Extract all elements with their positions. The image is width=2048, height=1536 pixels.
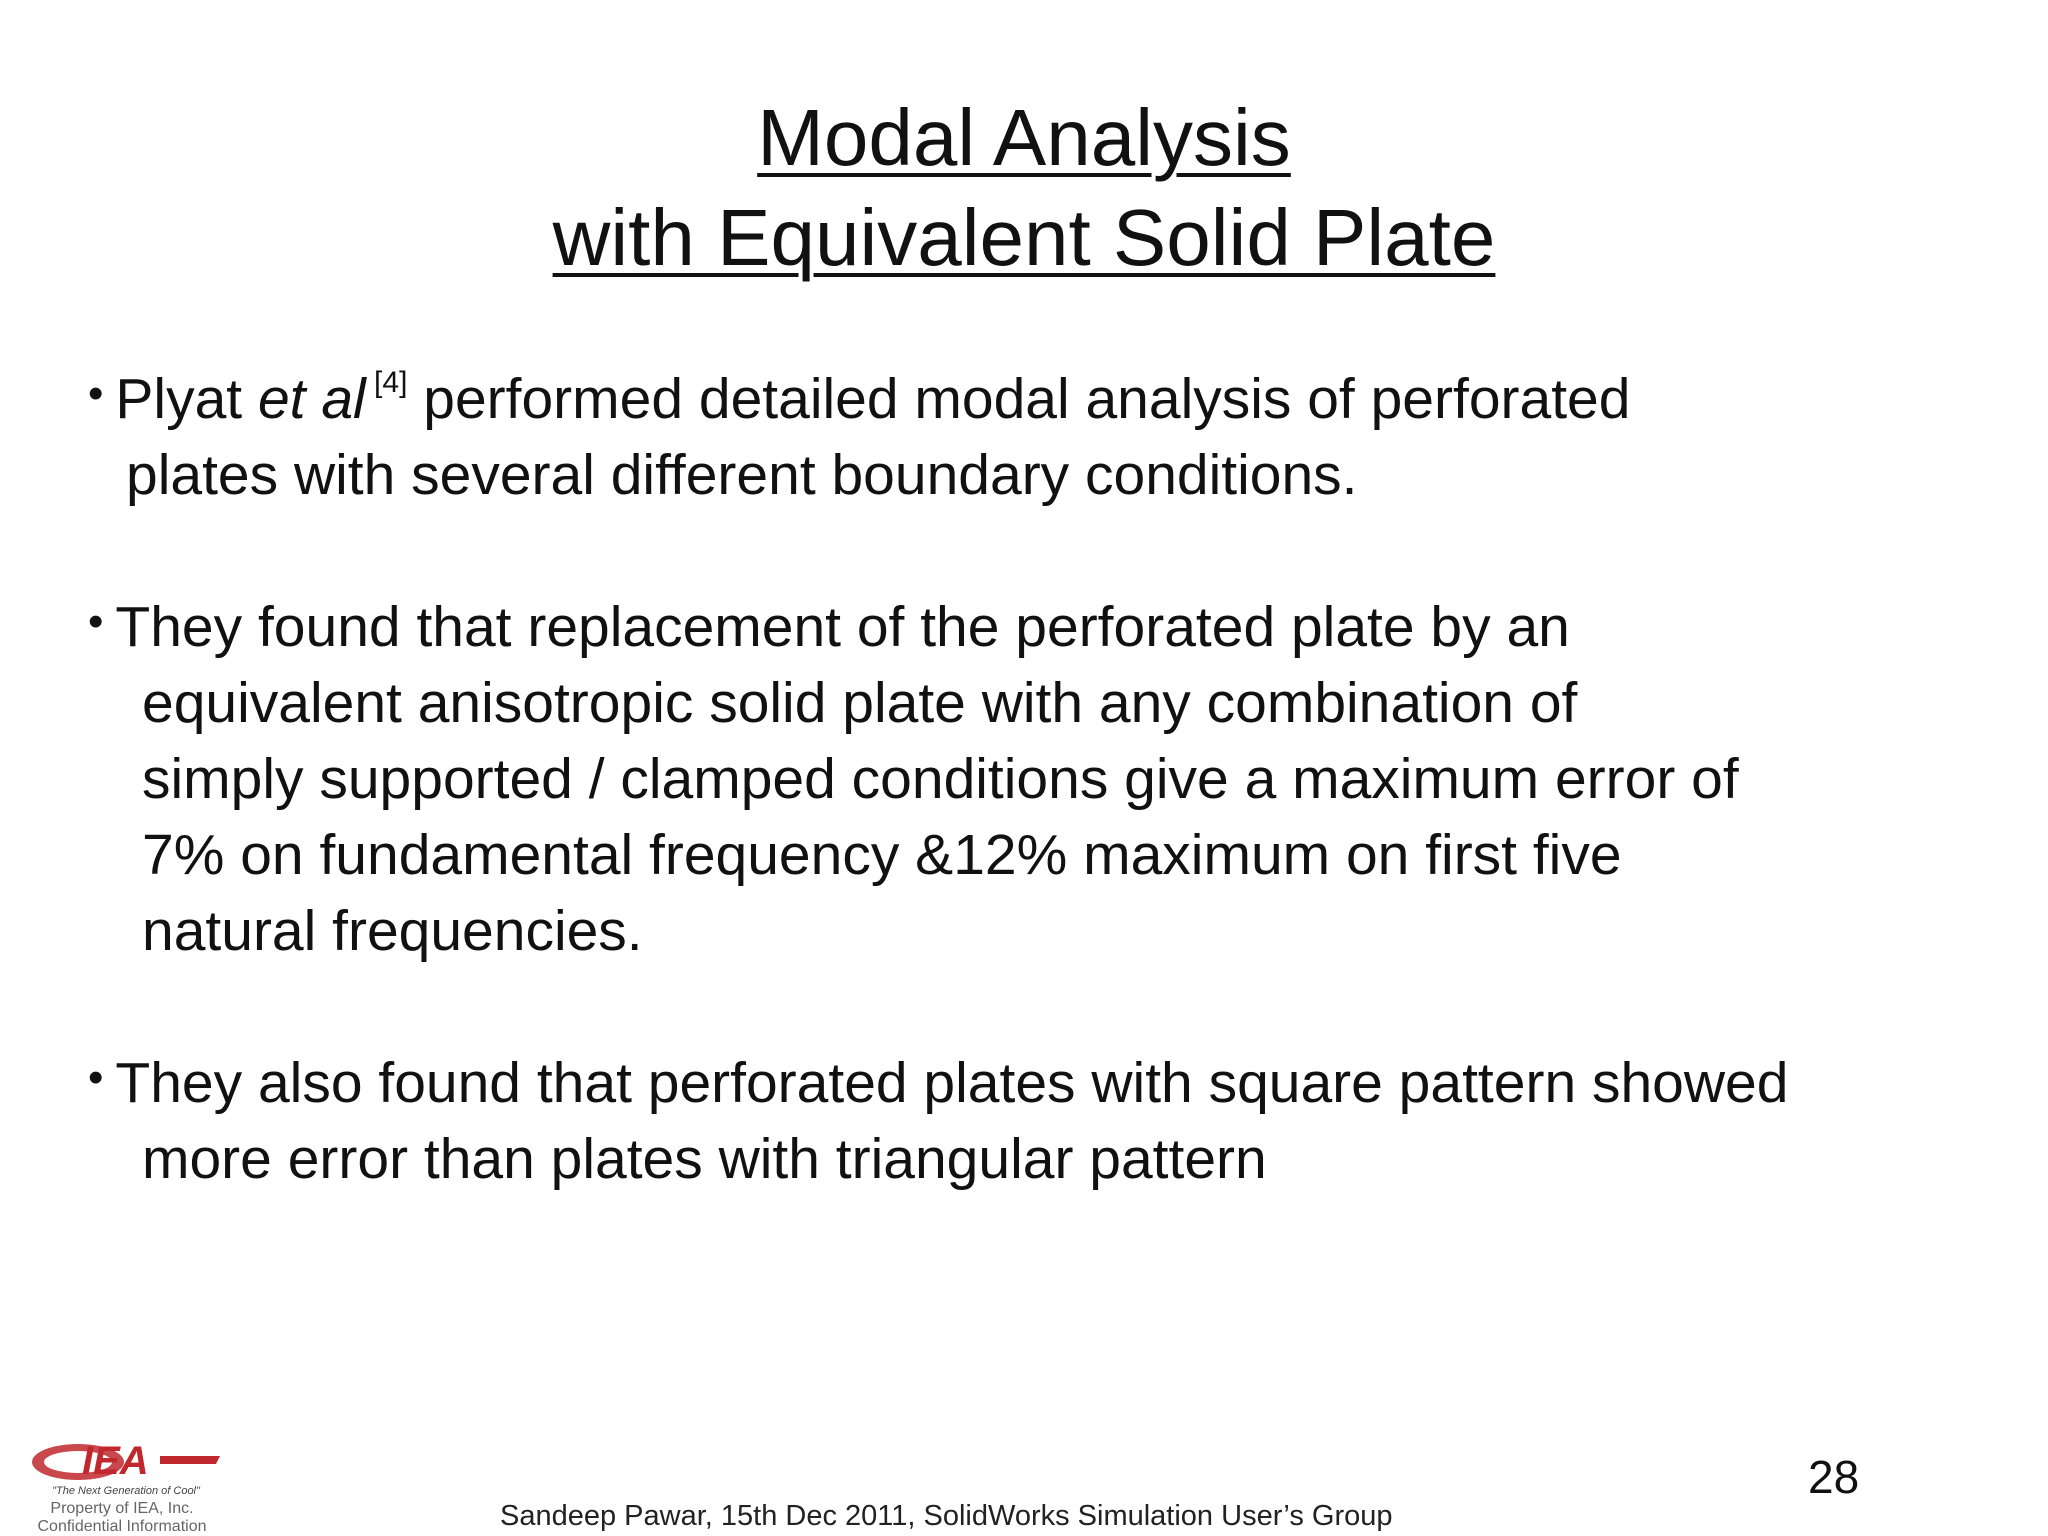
footer-text: Sandeep Pawar, 15th Dec 2011, SolidWorks Simulation User’s Group xyxy=(500,1500,1393,1532)
bullet-1-rest: performed detailed modal analysis of perforated xyxy=(407,367,1631,431)
slide-title xyxy=(0,88,2048,288)
bullet-2-line-5: natural frequencies. xyxy=(142,899,643,963)
bullet-1-prefix: Plyat xyxy=(115,367,258,431)
bullet-1-italic: et al xyxy=(257,367,366,431)
bullet-3 xyxy=(88,1040,2008,1197)
bullet-dot: • xyxy=(88,1053,104,1102)
bullet-2-line-4: 7% on fundamental frequency &12% maximum on first five xyxy=(142,823,1622,887)
bullet-3-line-2: more error than plates with triangular pattern xyxy=(142,1127,1267,1191)
bullet-1-line-2: plates with several different boundary conditions. xyxy=(126,443,1358,507)
logo-property: Property of IEA, Inc. xyxy=(50,1500,194,1517)
bullet-2-line-1: They found that replacement of the perforated plate by an xyxy=(115,595,1570,659)
bullet-2 xyxy=(88,584,2008,969)
page-number: 28 xyxy=(1808,1451,1860,1503)
bullet-2-line-3: simply supported / clamped conditions give a maximum error of xyxy=(142,747,1739,811)
bullet-1-citation: [4] xyxy=(365,366,408,399)
logo-confidential: Confidential Information xyxy=(37,1518,207,1535)
bullet-1 xyxy=(88,356,2008,513)
title-line-1: Modal Analysis xyxy=(757,93,1291,182)
bullet-dot: • xyxy=(88,597,104,646)
logo-tagline: "The Next Generation of Cool" xyxy=(52,1485,200,1497)
bullet-dot: • xyxy=(88,369,104,418)
bullet-2-line-2: equivalent anisotropic solid plate with any combination of xyxy=(142,671,1578,735)
title-line-2: with Equivalent Solid Plate xyxy=(552,193,1496,282)
logo-text: IEA xyxy=(82,1439,149,1483)
bullet-3-line-1: They also found that perforated plates with square pattern showed xyxy=(115,1051,1789,1115)
logo-subtext xyxy=(22,1500,222,1536)
